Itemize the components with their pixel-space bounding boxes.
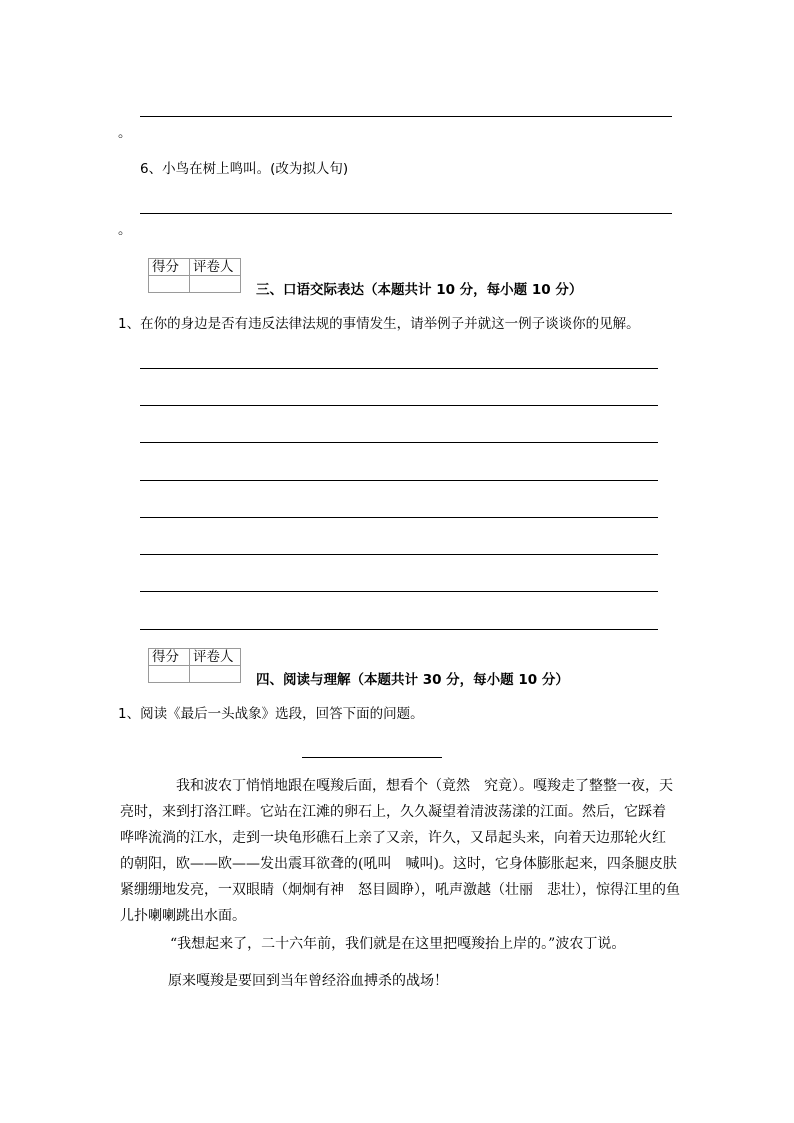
grader-label: 评卷人 (190, 259, 241, 276)
answer-line (140, 405, 658, 406)
answer-line (140, 368, 658, 369)
grader-cell[interactable] (190, 666, 241, 683)
passage-line: 的朝阳，欧——欧——发出震耳欲聋的(吼叫 喊叫)。这时，它身体膨胀起来，四条腿皮肤 (120, 856, 677, 872)
score-cell[interactable] (149, 276, 190, 293)
grader-label: 评卷人 (190, 649, 241, 666)
passage-paragraph-3: 原来嘎羧是要回到当年曾经浴血搏杀的战场！ (168, 973, 448, 989)
answer-line (140, 116, 672, 117)
passage-line: 哗哗流淌的江水，走到一块龟形礁石上亲了又亲，许久，又昂起头来，向着天边那轮火红 (120, 830, 666, 846)
passage-paragraph-2: “我想起来了，二十六年前，我们就是在这里把嘎羧抬上岸的。”波农丁说。 (170, 936, 626, 952)
title-blank-line (302, 757, 442, 758)
passage-line: 儿扑喇喇跳出水面。 (120, 908, 246, 924)
section-4-heading: 四、阅读与理解（本题共计 30 分，每小题 10 分） (256, 672, 569, 688)
passage-paragraph-1 (120, 773, 680, 929)
answer-line (140, 442, 658, 443)
score-label: 得分 (149, 649, 190, 666)
score-label: 得分 (149, 259, 190, 276)
answer-line (140, 517, 658, 518)
score-cell[interactable] (149, 666, 190, 683)
answer-line (140, 554, 658, 555)
grader-cell[interactable] (190, 276, 241, 293)
line-end-period: 。 (118, 222, 132, 238)
answer-line (140, 629, 658, 630)
score-box (148, 648, 241, 683)
answer-line (140, 591, 658, 592)
passage-line: 亮时，来到打洛江畔。它站在江滩的卵石上，久久凝望着清波荡漾的江面。然后，它踩着 (120, 804, 666, 820)
section-4-question-1: 1、阅读《最后一头战象》选段，回答下面的问题。 (118, 706, 424, 722)
section-3-heading: 三、口语交际表达（本题共计 10 分，每小题 10 分） (256, 282, 583, 298)
score-box (148, 258, 241, 293)
line-end-period: 。 (118, 125, 132, 141)
section-3-question-1: 1、在你的身边是否有违反法律法规的事情发生，请举例子并就这一例子谈谈你的见解。 (118, 316, 640, 332)
passage-line: 紧绷绷地发亮，一双眼睛（炯炯有神 怒目圆睁），吼声激越（壮丽 悲壮），惊得江里的鱼 (120, 882, 680, 898)
answer-line (140, 480, 658, 481)
question-6: 6、小鸟在树上鸣叫。(改为拟人句) (140, 161, 349, 177)
passage-line: 我和波农丁悄悄地跟在嘎羧后面，想看个（竟然 究竟）。嘎羧走了整整一夜，天 (176, 778, 673, 794)
answer-line (140, 213, 672, 214)
